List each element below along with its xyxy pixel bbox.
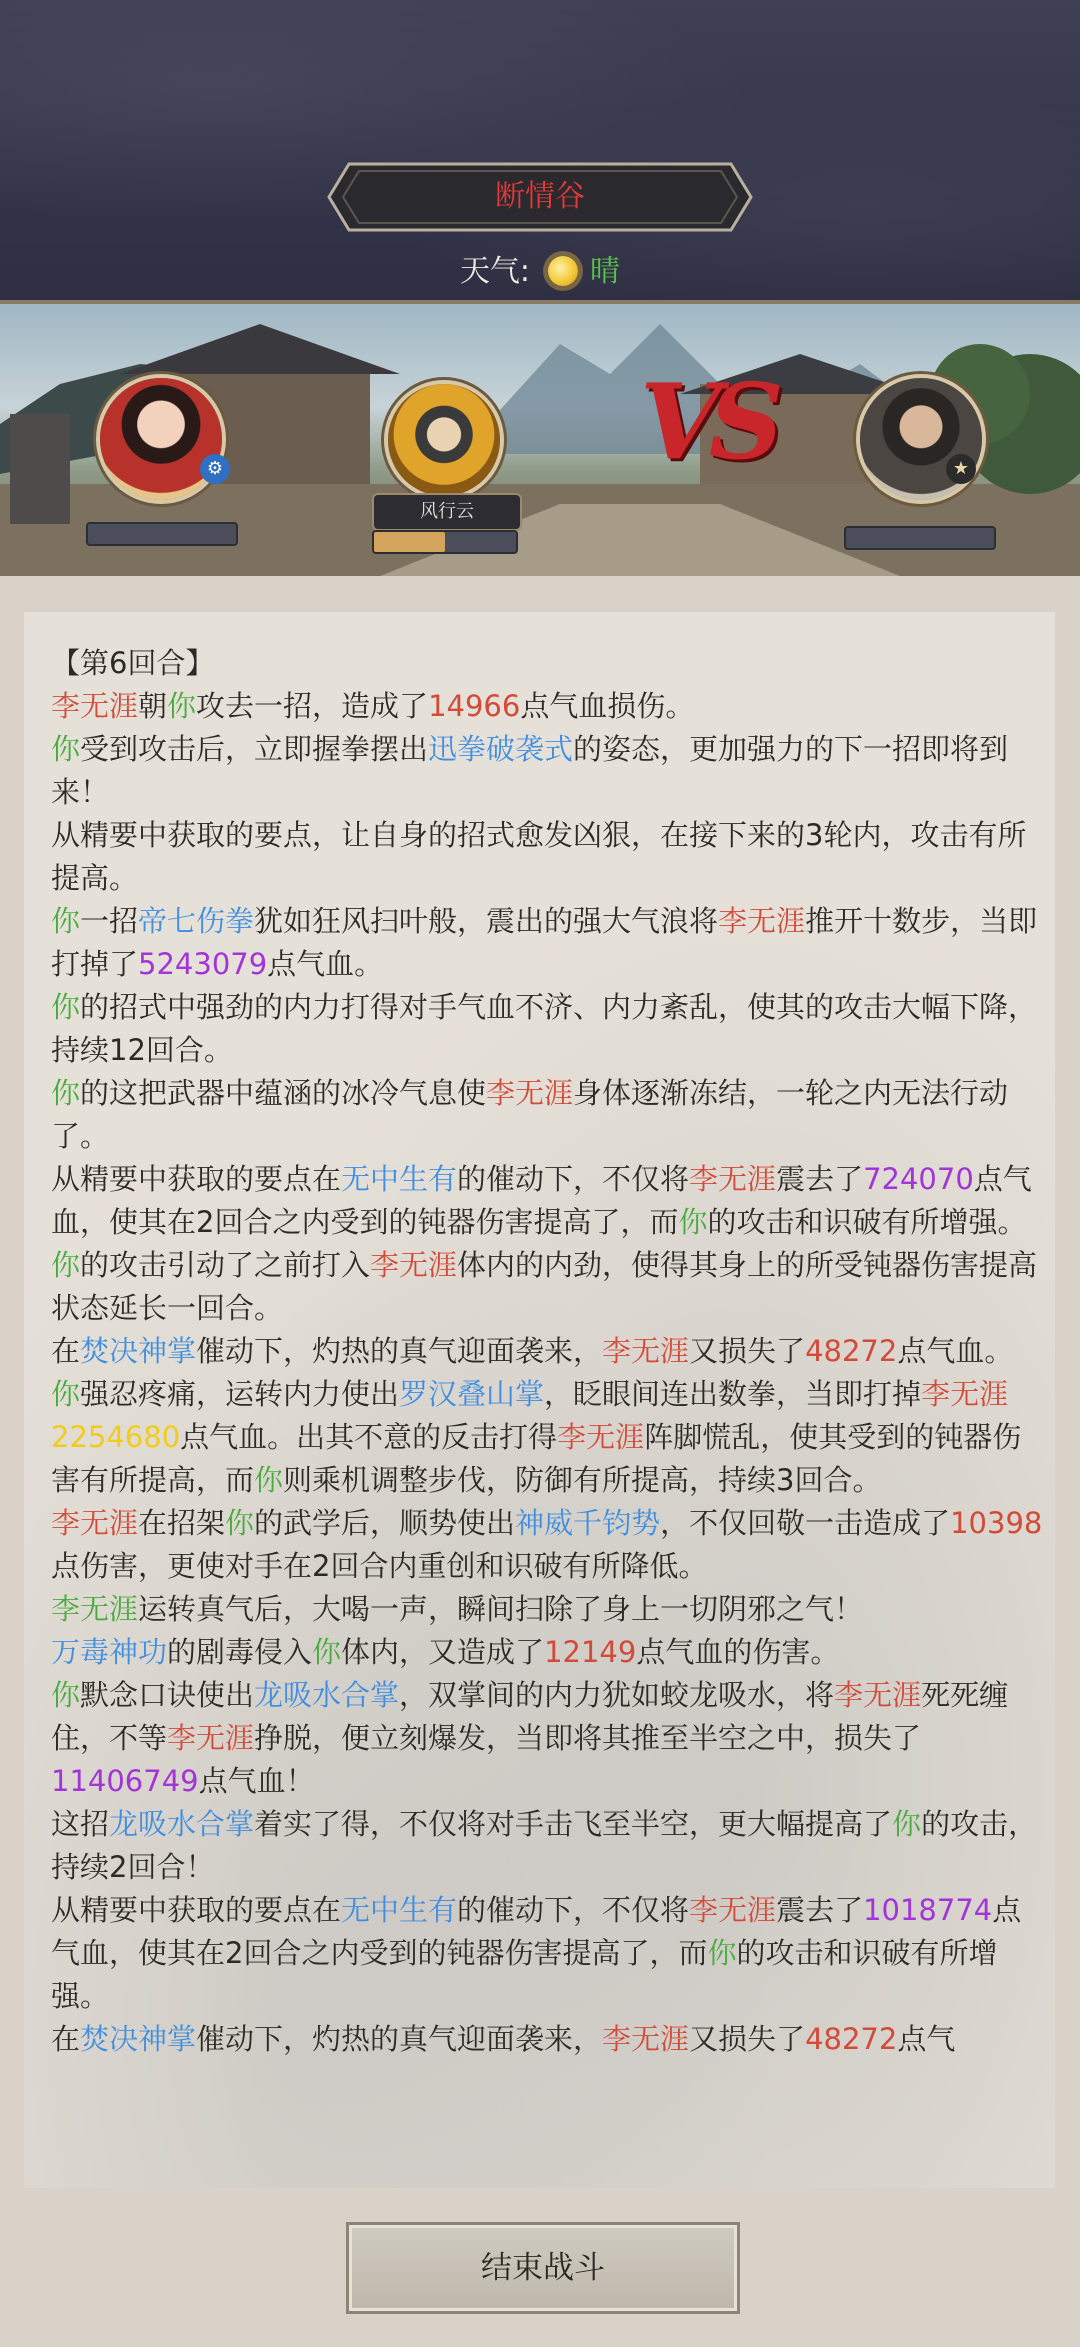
log-entry bbox=[51, 1631, 1043, 1674]
log-entry bbox=[51, 1330, 1043, 1373]
log-segment: 一招 bbox=[80, 904, 139, 938]
log-segment: 李无涯 bbox=[602, 1334, 690, 1368]
log-entry bbox=[51, 1072, 1043, 1158]
log-segment: 点气血的伤害。 bbox=[636, 1635, 840, 1669]
log-segment: 挣脱，便立刻爆发，当即将其推至半空之中，损失了 bbox=[254, 1721, 922, 1755]
log-segment: 李无涯 bbox=[689, 1893, 777, 1927]
log-segment: 默念口诀使出 bbox=[80, 1678, 255, 1712]
battle-header bbox=[0, 0, 1080, 300]
log-segment: 你 bbox=[51, 1076, 81, 1110]
log-segment: 你 bbox=[312, 1635, 342, 1669]
player-avatar[interactable] bbox=[100, 378, 222, 500]
log-segment: 48272 bbox=[805, 2022, 898, 2056]
log-segment: 神威千钧势 bbox=[515, 1506, 661, 1540]
pet-hp-fill bbox=[374, 532, 445, 552]
log-segment: 李无涯 bbox=[167, 1721, 255, 1755]
log-segment: 点气血！ bbox=[198, 1764, 315, 1798]
log-segment: 李无涯 bbox=[602, 2022, 690, 2056]
log-segment: 你 bbox=[892, 1807, 922, 1841]
player-hp-bar bbox=[86, 522, 238, 546]
log-entry bbox=[51, 728, 1043, 814]
log-segment: 的武学后，顺势使出 bbox=[254, 1506, 516, 1540]
log-segment: 焚决神掌 bbox=[80, 1334, 197, 1368]
log-segment: 震去了 bbox=[776, 1893, 864, 1927]
log-segment: 14966 bbox=[428, 689, 521, 723]
combat-log bbox=[51, 642, 1043, 2061]
log-segment: 的姿态，更加强力的下一招即将到来！ bbox=[51, 732, 1009, 809]
log-segment: 的攻击，持续2回合！ bbox=[51, 1807, 1038, 1884]
log-segment: 点气血，使其在2回合之内受到的钝器伤害提高了，而 bbox=[51, 1893, 1022, 1970]
log-segment: 你 bbox=[51, 990, 81, 1024]
log-segment: 的催动下，不仅将 bbox=[457, 1162, 690, 1196]
log-segment: 点气血损伤。 bbox=[520, 689, 695, 723]
log-segment: 朝 bbox=[138, 689, 168, 723]
log-segment: 的攻击和识破有所增强。 bbox=[707, 1205, 1027, 1239]
log-segment: 从精要中获取的要点在 bbox=[51, 1893, 342, 1927]
log-segment: 李无涯 bbox=[51, 1506, 139, 1540]
end-battle-button[interactable]: 结束战斗 bbox=[346, 2222, 740, 2314]
log-segment: 点伤害，更使对手在2回合内重创和识破有所降低。 bbox=[51, 1549, 708, 1583]
log-segment: 万毒神功 bbox=[51, 1635, 168, 1669]
log-segment: 你 bbox=[51, 732, 81, 766]
log-segment: 48272 bbox=[805, 1334, 898, 1368]
log-segment: ，双掌间的内力犹如蛟龙吸水，将 bbox=[399, 1678, 835, 1712]
location-plate bbox=[327, 162, 753, 232]
log-segment: 李无涯 bbox=[370, 1248, 458, 1282]
log-entry bbox=[51, 1244, 1043, 1330]
enemy-hp-bar bbox=[844, 526, 996, 550]
log-segment: 龙吸水合掌 bbox=[254, 1678, 400, 1712]
log-segment: 2254680 bbox=[51, 1420, 181, 1454]
log-entry bbox=[51, 1588, 1043, 1631]
log-segment: ，眨眼间连出数拳，当即打掉 bbox=[544, 1377, 922, 1411]
log-segment: 帝七伤拳 bbox=[138, 904, 255, 938]
log-segment: 则乘机调整步伐，防御有所提高，持续3回合。 bbox=[283, 1463, 882, 1497]
log-segment: 的催动下，不仅将 bbox=[457, 1893, 690, 1927]
location-title: 断情谷 bbox=[495, 179, 585, 214]
log-entry bbox=[51, 1502, 1043, 1588]
log-entry bbox=[51, 685, 1043, 728]
log-segment: 龙吸水合掌 bbox=[109, 1807, 255, 1841]
log-segment: 10398 bbox=[950, 1506, 1043, 1540]
log-segment: 死死缠住，不等 bbox=[51, 1678, 1009, 1755]
log-segment: ，不仅回敬一击造成了 bbox=[660, 1506, 951, 1540]
log-segment: 李无涯 bbox=[689, 1162, 777, 1196]
log-segment: 的招式中强劲的内力打得对手气血不济、内力紊乱，使其的攻击大幅下降，持续12回合。 bbox=[51, 990, 1038, 1067]
log-segment: 李无涯 bbox=[921, 1377, 1009, 1411]
log-segment: 的剧毒侵入 bbox=[167, 1635, 313, 1669]
log-segment: 点气血，使其在2回合之内受到的钝器伤害提高了，而 bbox=[51, 1162, 1032, 1239]
log-segment: 攻去一招，造成了 bbox=[196, 689, 429, 723]
log-segment: 无中生有 bbox=[341, 1162, 458, 1196]
log-segment: 点气血。出其不意的反击打得 bbox=[180, 1420, 558, 1454]
vs-emblem: VS bbox=[640, 360, 772, 483]
log-segment: 李无涯 bbox=[557, 1420, 645, 1454]
log-segment: 李无涯 bbox=[51, 1592, 139, 1626]
weather-indicator bbox=[0, 246, 1080, 290]
log-segment: 又损失了 bbox=[689, 2022, 806, 2056]
pet-hp-bar bbox=[372, 530, 518, 554]
combat-log-panel[interactable] bbox=[24, 612, 1055, 2188]
enemy-rank-badge-icon: ★ bbox=[946, 454, 976, 484]
log-segment: 的攻击引动了之前打入 bbox=[80, 1248, 371, 1282]
log-segment: 李无涯 bbox=[486, 1076, 574, 1110]
log-segment: 运转真气后，大喝一声，瞬间扫除了身上一切阴邪之气！ bbox=[138, 1592, 864, 1626]
log-segment: 催动下，灼热的真气迎面袭来， bbox=[196, 1334, 603, 1368]
log-segment: 焚决神掌 bbox=[80, 2022, 197, 2056]
log-segment: 无中生有 bbox=[341, 1893, 458, 1927]
log-segment: 11406749 bbox=[51, 1764, 199, 1798]
log-segment: 震去了 bbox=[776, 1162, 864, 1196]
log-segment: 李无涯 bbox=[718, 904, 806, 938]
log-segment: 着实了得，不仅将对手击飞至半空，更大幅提高了 bbox=[254, 1807, 893, 1841]
log-segment: 点气血。 bbox=[267, 947, 384, 981]
log-entry bbox=[51, 1158, 1043, 1244]
log-segment: 你 bbox=[51, 1377, 81, 1411]
log-segment: 这招 bbox=[51, 1807, 110, 1841]
log-segment: 你 bbox=[225, 1506, 255, 1540]
log-segment: 你 bbox=[51, 1678, 81, 1712]
log-segment: 体内，又造成了 bbox=[341, 1635, 545, 1669]
footer bbox=[0, 2188, 1080, 2347]
log-segment: 你 bbox=[51, 904, 81, 938]
log-segment: 身体逐渐冻结，一轮之内无法行动了。 bbox=[51, 1076, 1009, 1153]
log-entry bbox=[51, 2018, 1043, 2061]
log-entry bbox=[51, 1889, 1043, 2018]
weather-value: 晴 bbox=[590, 254, 621, 289]
log-segment: 1018774 bbox=[863, 1893, 993, 1927]
log-entry bbox=[51, 1803, 1043, 1889]
log-segment: 点气血。 bbox=[897, 1334, 1014, 1368]
pet-avatar[interactable] bbox=[388, 384, 500, 496]
log-segment: 李无涯 bbox=[51, 689, 139, 723]
log-segment: 点气 bbox=[897, 2022, 956, 2056]
log-segment: 你 bbox=[254, 1463, 284, 1497]
log-segment: 迅拳破袭式 bbox=[428, 732, 574, 766]
log-entry bbox=[51, 814, 1043, 900]
log-segment: 你 bbox=[51, 1248, 81, 1282]
log-segment: 的这把武器中蕴涵的冰冷气息使 bbox=[80, 1076, 487, 1110]
log-segment: 在招架 bbox=[138, 1506, 226, 1540]
log-segment: 李无涯 bbox=[834, 1678, 922, 1712]
battle-banner bbox=[0, 300, 1080, 576]
log-segment: 罗汉叠山掌 bbox=[399, 1377, 545, 1411]
log-segment: 你 bbox=[707, 1936, 737, 1970]
log-segment: 强忍疼痛，运转内力使出 bbox=[80, 1377, 400, 1411]
element-badge-icon: ⚙ bbox=[200, 454, 230, 484]
log-segment: 阵脚慌乱，使其受到的钝器伤害有所提高，而 bbox=[51, 1420, 1022, 1497]
log-segment: 从精要中获取的要点，让自身的招式愈发凶狠，在接下来的3轮内，攻击有所提高。 bbox=[51, 818, 1027, 895]
log-segment: 的攻击和识破有所增强。 bbox=[51, 1936, 998, 2013]
log-segment: 12149 bbox=[544, 1635, 637, 1669]
log-segment: 体内的内劲，使得其身上的所受钝器伤害提高状态延长一回合。 bbox=[51, 1248, 1038, 1325]
log-segment: 推开十数步，当即打掉了 bbox=[51, 904, 1038, 981]
weather-label: 天气: bbox=[459, 254, 531, 289]
pet-name-tag: 风行云 bbox=[372, 493, 522, 531]
log-entry bbox=[51, 1373, 1043, 1502]
log-entry bbox=[51, 900, 1043, 986]
log-segment: 从精要中获取的要点在 bbox=[51, 1162, 342, 1196]
log-segment: 受到攻击后，立即握拳摆出 bbox=[80, 732, 429, 766]
log-segment: 犹如狂风扫叶般，震出的强大气浪将 bbox=[254, 904, 719, 938]
log-segment: 催动下，灼热的真气迎面袭来， bbox=[196, 2022, 603, 2056]
log-entry bbox=[51, 986, 1043, 1072]
log-entry bbox=[51, 1674, 1043, 1803]
sun-icon bbox=[548, 256, 578, 286]
log-segment: 你 bbox=[678, 1205, 708, 1239]
log-segment: 你 bbox=[167, 689, 197, 723]
log-segment: 5243079 bbox=[138, 947, 268, 981]
log-segment: 又损失了 bbox=[689, 1334, 806, 1368]
round-title: 【第6回合】 bbox=[51, 646, 215, 680]
log-segment: 在 bbox=[51, 2022, 81, 2056]
log-segment: 724070 bbox=[863, 1162, 974, 1196]
log-segment: 在 bbox=[51, 1334, 81, 1368]
